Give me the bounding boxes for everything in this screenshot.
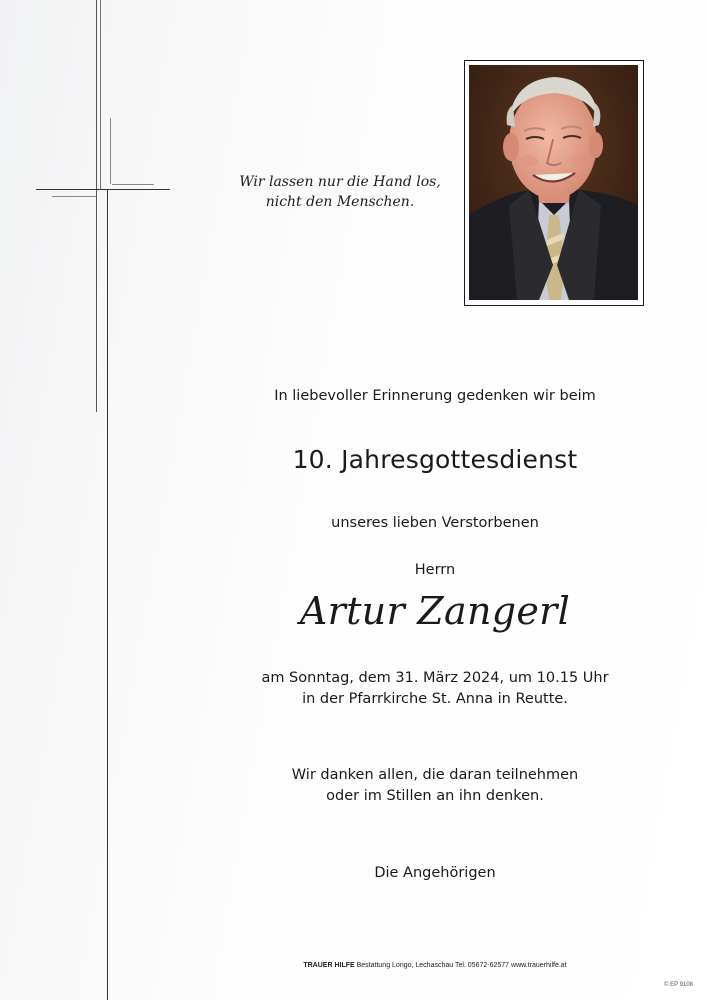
cross-horizontal-line bbox=[36, 189, 170, 190]
service-details-line-1: am Sonntag, dem 31. März 2024, um 10.15 Uhr bbox=[261, 670, 609, 686]
cross-horizontal-line-lower bbox=[52, 196, 96, 197]
print-code: © EP 9108 bbox=[664, 982, 693, 988]
thanks-text bbox=[230, 765, 640, 807]
deceased-name: Artur Zangerl bbox=[299, 589, 571, 633]
footer bbox=[230, 962, 640, 969]
deceased-intro-text: unseres lieben Verstorbenen bbox=[331, 515, 539, 531]
thanks-line-2: oder im Stillen an ihn denken. bbox=[326, 788, 544, 804]
service-details-line-2: in der Pfarrkirche St. Anna in Reutte. bbox=[302, 691, 568, 707]
relatives-signature: Die Angehörigen bbox=[374, 865, 496, 881]
footer-text: Bestattung Longo, Lechaschau Tel. 05672-62577 www.trauerhilfe.at bbox=[356, 962, 567, 969]
portrait-photo bbox=[469, 65, 638, 300]
quote-line-1: Wir lassen nur die Hand los, bbox=[239, 174, 441, 190]
portrait-frame bbox=[464, 60, 644, 306]
quote-line-2: nicht den Menschen. bbox=[265, 194, 415, 210]
cross-vertical-line-main bbox=[107, 190, 108, 1000]
thanks-line-1: Wir danken allen, die daran teilnehmen bbox=[291, 767, 579, 783]
cross-vertical-line-right bbox=[110, 118, 111, 184]
footer-brand: TRAUER HILFE bbox=[303, 962, 355, 969]
cross-vertical-line-left bbox=[96, 0, 97, 412]
memorial-quote bbox=[220, 172, 460, 212]
service-title: 10. Jahresgottesdienst bbox=[292, 445, 578, 474]
cross-vertical-line-left-inner bbox=[100, 0, 101, 190]
service-details bbox=[230, 668, 640, 710]
intro-text: In liebevoller Erinnerung gedenken wir beim bbox=[274, 388, 596, 404]
salutation-text: Herrn bbox=[414, 562, 456, 578]
cross-horizontal-line-upper bbox=[112, 184, 154, 185]
